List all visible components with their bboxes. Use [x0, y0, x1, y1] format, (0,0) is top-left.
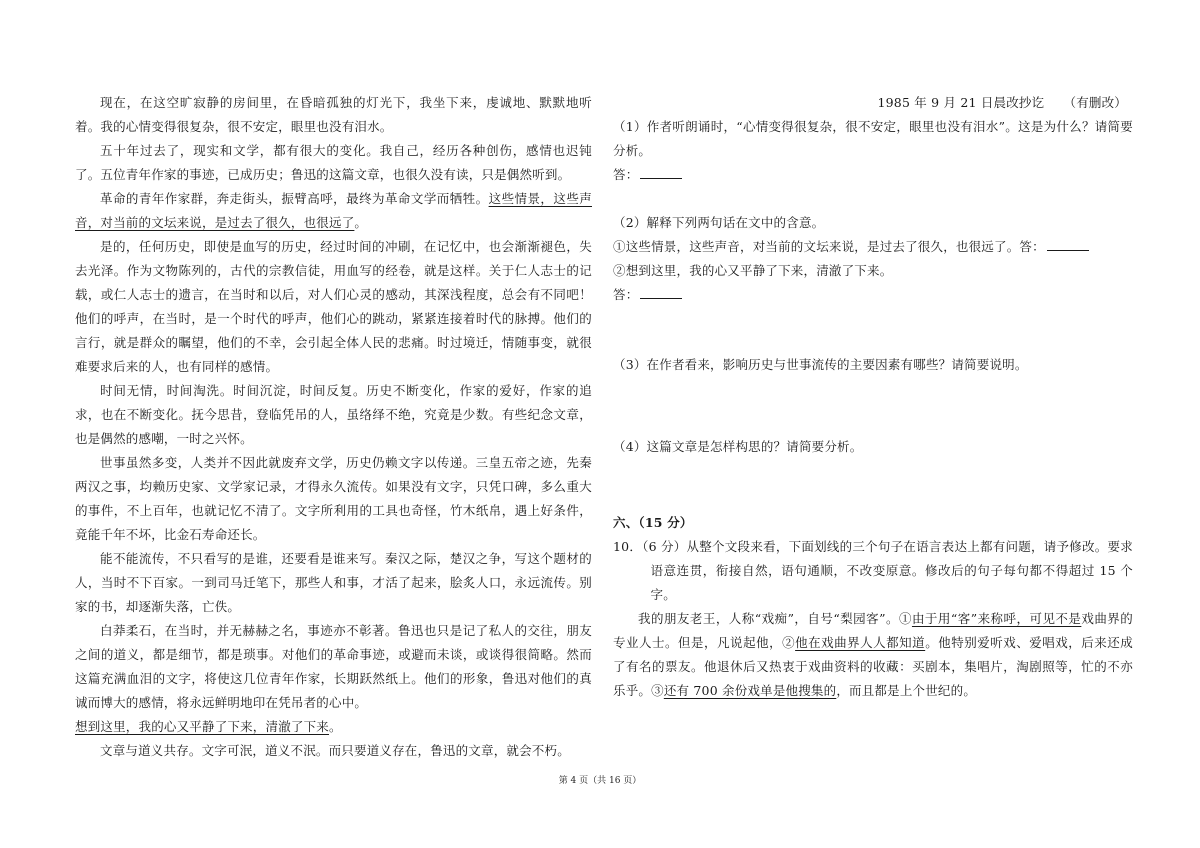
paragraph-1: 现在，在这空旷寂静的房间里，在昏暗孤独的灯光下，我坐下来，虔诚地、默默地听着。我的心情变得很复杂，很不安定，眼里也没有泪水。 — [75, 95, 592, 134]
underlined-sentence-1: 这些情景，这些声音，对当前的文坛来说，是过去了很久，也很远了 — [75, 191, 592, 230]
paragraph-8: 白莽柔石，在当时，并无赫赫之名，事迹亦不彰著。鲁迅也只是记了私人的交往，朋友之间的道义，都是细节，都是琐事。对他们的革命事迹，或避而未谈，或谈得很简略。然而这篇充满血泪的文字，将使这几位青年作家，长期跃然纸上。他们的形象，鲁迅对他们的真诚而博大的感情，将永远鲜明地印在凭吊者的心中。 — [75, 623, 592, 710]
paragraph-3-end: 。 — [354, 215, 368, 230]
paragraph-7: 能不能流传，不只看写的是谁，还要看是谁来写。秦汉之际，楚汉之争，写这个题材的人，当时不下百家。一到司马迁笔下，那些人和事，才活了起来，脍炙人口，永远流传。别家的书，却逐渐失落，亡佚。 — [75, 551, 592, 614]
passage-text-c: 。他特别爱听戏、爱唱戏，后来还成了有名的票友。他退休后又热衷于戏曲资料的收藏：买剧本，集唱片，淘剧照等，忙的不亦乐乎。③ — [613, 635, 1133, 698]
passage-text-b: 戏曲界的专业人士。但是，凡说起他，② — [613, 611, 1133, 650]
underlined-sentence-c: 还有 700 余份戏单是他搜集的 — [663, 683, 837, 698]
underlined-sentence-2: 想到这里，我的心又平静了下来，清澈了下来 — [75, 719, 330, 734]
answer-label: 答： — [613, 167, 639, 182]
paragraph-3 — [75, 187, 592, 235]
paragraph-4: 是的，任何历史，即使是血写的历史，经过时间的冲刷，在记忆中，也会渐渐褪色，失去光泽。作为文物陈列的，古代的宗教信徒，用血写的经卷，就是这样。关于仁人志士的记载，或仁人志士的遗言，在当时和以后，对人们心灵的感动，其深浅程度，总会有不同吧！他们的呼声，在当时，是一个时代的呼声，他们心的跳动，紧紧连接着时代的脉搏。他们的言行，就是群众的瞩望，他们的不幸，会引起全体人民的悲痛。时过境迁，情随事变，就很难要求后来的人，也有同样的感情。 — [75, 239, 592, 374]
question-3: （3）在作者看来，影响历史与世事流传的主要因素有哪些？请简要说明。 — [613, 357, 1028, 372]
spacer — [613, 377, 1133, 435]
question-2-item-1-text: ①这些情景，这些声音，对当前的文坛来说，是过去了很久，也很远了。答： — [613, 239, 1045, 254]
paragraph-3-text: 革命的青年作家群，奔走街头，振臂高呼，最终为革命文学而牺牲。 — [100, 191, 489, 206]
answer-line-3 — [613, 283, 1133, 307]
answer-blank-3[interactable] — [640, 286, 682, 299]
paragraph-5: 时间无情，时间淘洗。时间沉淀，时间反复。历史不断变化，作家的爱好，作家的追求，也在不断变化。抚今思昔，登临凭吊的人，虽络绎不绝，究竟是少数。有些纪念文章，也是偶然的感嘲，一时之兴怀。 — [75, 383, 592, 446]
answer-blank-2[interactable] — [1047, 238, 1089, 251]
spacer — [613, 459, 1133, 511]
underlined-sentence-b: 他在戏曲界人人都知道 — [795, 635, 926, 650]
answer-blank-1[interactable] — [640, 166, 682, 179]
answer-label: 答： — [613, 287, 639, 302]
paragraph-6: 世事虽然多变，人类并不因此就废弃文学，历史仍赖文字以传递。三皇五帝之迹，先秦两汉之事，均赖历史家、文学家记录，才得永久流传。如果没有文字，只凭口碑，多么重大的事件，不上百年，也就记忆不清了。文字所利用的工具也奇怪，竹木纸帛，遇上好条件，竟能千年不坏，比金石寿命还长。 — [75, 455, 592, 542]
passage-text-a: 我的朋友老王，人称“戏痴”，自号“梨园客”。① — [638, 611, 912, 626]
question-10: 10．（6 分）从整个文段来看，下面划线的三个句子在语言表达上都有问题，请予修改。要求语意连贯，衔接自然，语句通顺，不改变原意。修改后的句子每句都不得超过 15 个字。 — [613, 539, 1133, 602]
question-1: （1）作者听朗诵时，“心情变得很复杂，很不安定，眼里也没有泪水”。这是为什么？请简要分析。 — [613, 119, 1133, 158]
paragraph-9 — [75, 715, 592, 739]
left-column — [75, 91, 592, 763]
question-2-item-2: ②想到这里，我的心又平静了下来，清澈了下来。 — [613, 263, 893, 278]
paragraph-9-end: 。 — [329, 719, 342, 734]
section-6-heading: 六、（15 分） — [613, 515, 693, 530]
paragraph-10: 文章与道义共存。文字可泯，道义不泯。而只要道义存在，鲁迅的文章，就会不朽。 — [100, 743, 570, 758]
paragraph-2: 五十年过去了，现实和文学，都有很大的变化。我自己，经历各种创伤，感情也迟钝了。五位青年作家的事迹，已成历史；鲁迅的这篇文章，也很久没有读，只是偶然听到。 — [75, 143, 592, 182]
spacer — [613, 307, 1133, 353]
spacer — [613, 187, 1133, 211]
question-2-item-1 — [613, 235, 1133, 259]
right-column — [613, 91, 1133, 703]
question-4: （4）这篇文章是怎样构思的？请简要分析。 — [613, 439, 863, 454]
question-10-passage — [613, 607, 1133, 703]
answer-line-1 — [613, 163, 1133, 187]
underlined-sentence-a: 由于用“客”来称呼，可见不是 — [911, 611, 1082, 626]
page-footer: 第 4 页（共 16 页） — [558, 776, 642, 786]
question-2: （2）解释下列两句话在文中的含意。 — [613, 215, 825, 230]
date-signature: 1985 年 9 月 21 日晨改抄讫 （有删改） — [877, 95, 1127, 110]
passage-text-d: ，而且都是上个世纪的。 — [836, 683, 977, 698]
